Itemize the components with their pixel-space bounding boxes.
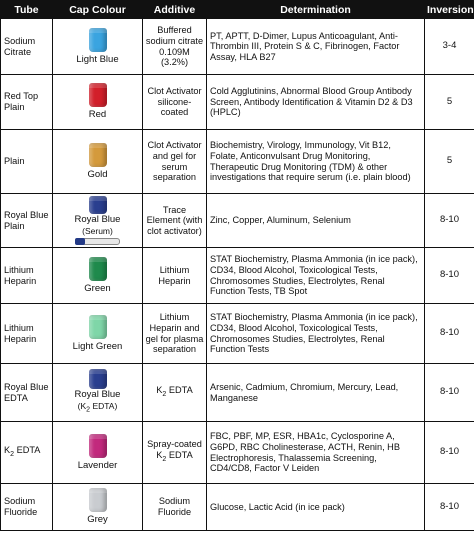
serum-tube-icon xyxy=(76,238,120,245)
tube-name: Plain xyxy=(1,130,53,194)
inversion: 8-10 xyxy=(425,484,474,531)
tube-cap-icon xyxy=(89,488,107,512)
additive: $K_2$ EDTA xyxy=(143,364,207,422)
cap-colour-sublabel: (Serum) xyxy=(82,226,113,236)
table-row xyxy=(1,130,474,194)
inversion: 8-10 xyxy=(425,248,474,304)
tube-cap-icon xyxy=(89,196,107,214)
additive: Clot Activator silicone-coated xyxy=(143,75,207,130)
table-row xyxy=(1,422,474,484)
table-row xyxy=(1,484,474,531)
cap-colour-sublabel: ($K_2$ EDTA) xyxy=(77,400,118,414)
header-additive: Additive xyxy=(143,1,207,19)
tube-cap-icon xyxy=(89,28,107,52)
determination: Arsenic, Cadmium, Chromium, Mercury, Lead, Manganese xyxy=(207,364,425,422)
determination: PT, APTT, D-Dimer, Lupus Anticoagulant, Anti-Thrombin III, Protein S & C, Fibrinogen, Factor Assay, HLA B27 xyxy=(207,19,425,75)
table-row xyxy=(1,75,474,130)
table-row xyxy=(1,19,474,75)
header-tube: Tube xyxy=(1,1,53,19)
cap-colour-label: Red xyxy=(88,109,107,121)
tube-cap-icon xyxy=(89,83,107,107)
tube-name: Lithium Heparin xyxy=(1,304,53,364)
inversion: 8-10 xyxy=(425,422,474,484)
header-row xyxy=(1,1,474,19)
tube-name: Sodium Fluoride xyxy=(1,484,53,531)
additive: Spray-coated $K_2$ EDTA xyxy=(143,422,207,484)
tube-name: Red Top Plain xyxy=(1,75,53,130)
tube-cap-icon xyxy=(89,257,107,281)
cap-colour-label: Royal Blue xyxy=(74,214,121,226)
header-determination: Determination xyxy=(207,1,425,19)
cap-colour-label: Grey xyxy=(87,514,108,526)
inversion: 8-10 xyxy=(425,304,474,364)
determination: Zinc, Copper, Aluminum, Selenium xyxy=(207,194,425,248)
inversion: 8-10 xyxy=(425,364,474,422)
cap-colour-label: Light Green xyxy=(72,340,123,352)
determination: Glucose, Lactic Acid (in ice pack) xyxy=(207,484,425,531)
additive: Lithium Heparin xyxy=(143,248,207,304)
additive: Buffered sodium citrate 0.109M (3.2%) xyxy=(143,19,207,75)
table-row xyxy=(1,364,474,422)
tube-cap-icon xyxy=(89,434,107,458)
determination: STAT Biochemistry, Plasma Ammonia (in ice pack), CD34, Blood Alcohol, Toxicological Tests, Chromosomes Studies, Electrolytes, Renal Function Tests, TB Spot xyxy=(207,248,425,304)
tube-cap-icon xyxy=(89,315,107,339)
cap-colour-label: Gold xyxy=(87,168,108,180)
table-row xyxy=(1,304,474,364)
determination: FBC, PBF, MP, ESR, HBA1c, Cyclosporine A, G6PD, RBC Cholinesterase, ACTH, Renin, HB Electrophoresis, Thalassemia Screening, CD4/CD8, Factor V Leiden xyxy=(207,422,425,484)
tube-name: $K_2$ EDTA xyxy=(1,422,53,484)
tube-name: Sodium Citrate xyxy=(1,19,53,75)
cap-colour-label: Royal Blue xyxy=(74,389,121,401)
inversion: 5 xyxy=(425,75,474,130)
determination: STAT Biochemistry, Plasma Ammonia (in ice pack), CD34, Blood Alcohol, Toxicological Tests, Chromosomes Studies, Electrolytes, Renal Function Tests xyxy=(207,304,425,364)
cap-colour-label: Light Blue xyxy=(76,53,119,65)
additive: Clot Activator and gel for serum separation xyxy=(143,130,207,194)
table-row xyxy=(1,194,474,248)
tube-name: Royal Blue Plain xyxy=(1,194,53,248)
inversion: 3-4 xyxy=(425,19,474,75)
cap-colour-label: Green xyxy=(84,282,111,294)
tube-cap-icon xyxy=(89,143,107,167)
inversion: 8-10 xyxy=(425,194,474,248)
determination: Biochemistry, Virology, Immunology, Vit B12, Folate, Anticonvulsant Drug Monitoring, Therapeutic Drug Monitoring (TDM) & other investigations that require serum (i.e. plain blood) xyxy=(207,130,425,194)
inversion: 5 xyxy=(425,130,474,194)
header-inversion: Inversion xyxy=(425,1,474,19)
determination: Cold Agglutinins, Abnormal Blood Group Antibody Screen, Antibody Identification & Vitamin D2 & D3 (HPLC) xyxy=(207,75,425,130)
additive: Trace Element (with clot activator) xyxy=(143,194,207,248)
additive: Sodium Fluoride xyxy=(143,484,207,531)
additive: Lithium Heparin and gel for plasma separation xyxy=(143,304,207,364)
tube-name: Royal Blue EDTA xyxy=(1,364,53,422)
header-cap-colour: Cap Colour xyxy=(53,1,143,19)
cap-colour-label: Lavender xyxy=(77,459,118,471)
table-row xyxy=(1,248,474,304)
tube-cap-icon xyxy=(89,369,107,389)
tube-name: Lithium Heparin xyxy=(1,248,53,304)
